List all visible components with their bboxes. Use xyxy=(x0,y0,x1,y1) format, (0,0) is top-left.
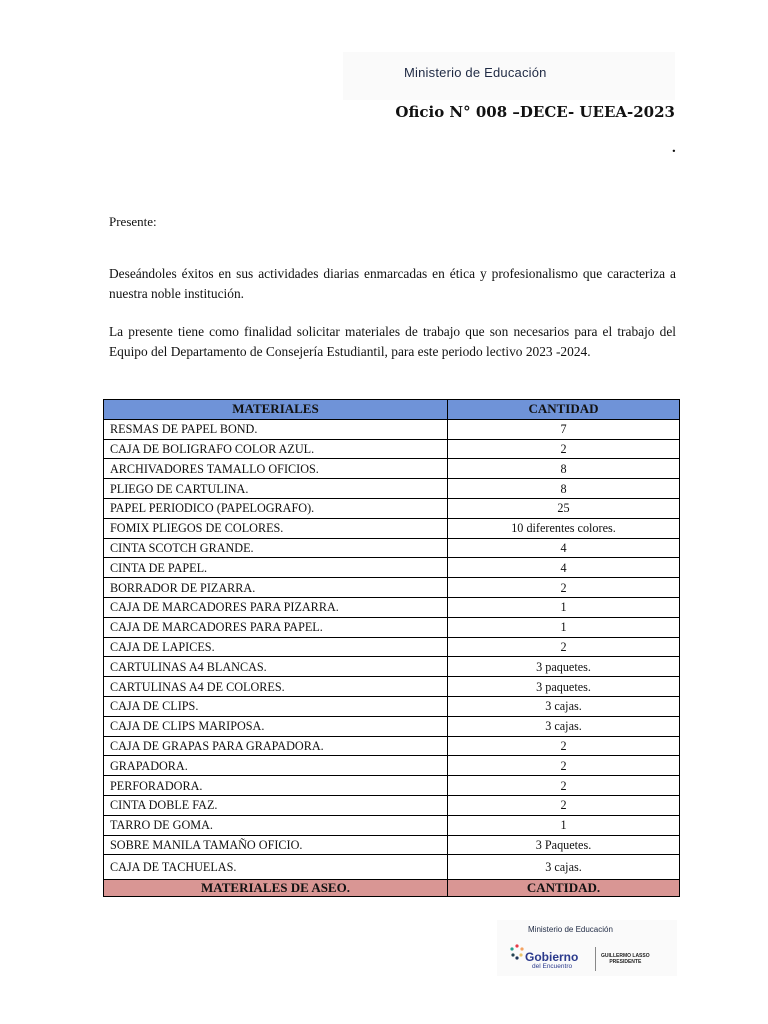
aseo-materials-header: MATERIALES DE ASEO. xyxy=(104,880,448,897)
material-quantity: 3 cajas. xyxy=(448,696,680,716)
material-item: BORRADOR DE PIZARRA. xyxy=(104,578,448,598)
presidente-label xyxy=(601,953,650,965)
material-quantity: 25 xyxy=(448,498,680,518)
table-row xyxy=(104,795,680,815)
table-row xyxy=(104,578,680,598)
greeting: Presente: xyxy=(109,214,157,229)
table-row xyxy=(104,756,680,776)
material-item: CAJA DE GRAPAS PARA GRAPADORA. xyxy=(104,736,448,756)
material-quantity: 2 xyxy=(448,439,680,459)
material-quantity: 8 xyxy=(448,459,680,479)
materials-table xyxy=(103,399,680,897)
table-row xyxy=(104,518,680,538)
material-item: CINTA DOBLE FAZ. xyxy=(104,795,448,815)
material-quantity: 10 diferentes colores. xyxy=(448,518,680,538)
material-item: FOMIX PLIEGOS DE COLORES. xyxy=(104,518,448,538)
material-item: GRAPADORA. xyxy=(104,756,448,776)
table-row xyxy=(104,538,680,558)
footer-logo xyxy=(497,920,677,976)
material-quantity: 1 xyxy=(448,597,680,617)
material-quantity: 4 xyxy=(448,538,680,558)
table-row xyxy=(104,459,680,479)
table-row xyxy=(104,439,680,459)
table-row xyxy=(104,736,680,756)
material-quantity: 2 xyxy=(448,756,680,776)
paragraph-purpose: La presente tiene como finalidad solicitar materiales de trabajo que son necesarios para el trabajo del Equipo del Departamento de Consejería Estudiantil, para este periodo lectivo 2023 -2024. xyxy=(109,324,676,359)
table-row xyxy=(104,419,680,439)
material-quantity: 4 xyxy=(448,558,680,578)
material-item: CAJA DE MARCADORES PARA PAPEL. xyxy=(104,617,448,637)
table-header-row xyxy=(104,400,680,420)
material-item: CAJA DE MARCADORES PARA PIZARRA. xyxy=(104,597,448,617)
paragraph-greeting: Deseándoles éxitos en sus actividades diarias enmarcadas en ética y profesionalismo que caracteriza a nuestra noble institución. xyxy=(109,266,676,301)
table-row xyxy=(104,637,680,657)
material-quantity: 3 paquetes. xyxy=(448,657,680,677)
table-row xyxy=(104,617,680,637)
material-quantity: 3 cajas. xyxy=(448,716,680,736)
table-row xyxy=(104,776,680,796)
table-row xyxy=(104,498,680,518)
table-row xyxy=(104,696,680,716)
material-item: PERFORADORA. xyxy=(104,776,448,796)
material-item: PAPEL PERIODICO (PAPELOGRAFO). xyxy=(104,498,448,518)
footer-ministerio-text: Ministerio de Educación xyxy=(528,925,613,934)
material-quantity: 2 xyxy=(448,736,680,756)
material-quantity: 2 xyxy=(448,795,680,815)
material-quantity: 3 Paquetes. xyxy=(448,835,680,855)
gobierno-text: Gobierno xyxy=(525,950,579,964)
header-materials: MATERIALES xyxy=(104,400,448,420)
table-row xyxy=(104,855,680,880)
material-quantity: 1 xyxy=(448,815,680,835)
material-item: CINTA DE PAPEL. xyxy=(104,558,448,578)
table-row xyxy=(104,597,680,617)
materials-body xyxy=(104,419,680,880)
material-quantity: 2 xyxy=(448,578,680,598)
material-item: CAJA DE LAPICES. xyxy=(104,637,448,657)
ministerio-logo xyxy=(343,52,675,100)
material-quantity: 1 xyxy=(448,617,680,637)
table-row xyxy=(104,479,680,499)
oficio-number: Oficio N° 008 –DECE- UEEA-2023 xyxy=(395,103,675,121)
gobierno-star-icon xyxy=(509,942,525,962)
material-quantity: 2 xyxy=(448,637,680,657)
aseo-quantity-header: CANTIDAD. xyxy=(448,880,680,897)
encuentro-text: del Encuentro xyxy=(532,963,573,970)
table-row xyxy=(104,835,680,855)
presidente-name: GUILLERMO LASSO xyxy=(601,953,650,959)
material-quantity: 2 xyxy=(448,776,680,796)
material-item: CARTULINAS A4 DE COLORES. xyxy=(104,677,448,697)
material-item: SOBRE MANILA TAMAÑO OFICIO. xyxy=(104,835,448,855)
material-item: ARCHIVADORES TAMALLO OFICIOS. xyxy=(104,459,448,479)
material-item: CARTULINAS A4 BLANCAS. xyxy=(104,657,448,677)
material-item: CAJA DE BOLIGRAFO COLOR AZUL. xyxy=(104,439,448,459)
table-row xyxy=(104,558,680,578)
material-item: CAJA DE CLIPS. xyxy=(104,696,448,716)
table-row xyxy=(104,677,680,697)
material-item: CINTA SCOTCH GRANDE. xyxy=(104,538,448,558)
table-row xyxy=(104,716,680,736)
material-item: CAJA DE TACHUELAS. xyxy=(104,855,448,880)
ministerio-logo-text: Ministerio de Educación xyxy=(404,65,547,80)
material-item: RESMAS DE PAPEL BOND. xyxy=(104,419,448,439)
aseo-header-row xyxy=(104,880,680,897)
presidente-title: PRESIDENTE xyxy=(609,959,642,965)
material-item: TARRO DE GOMA. xyxy=(104,815,448,835)
table-row xyxy=(104,815,680,835)
header-quantity: CANTIDAD xyxy=(448,400,680,420)
material-quantity: 3 cajas. xyxy=(448,855,680,880)
header-dot: . xyxy=(672,140,676,156)
material-item: PLIEGO DE CARTULINA. xyxy=(104,479,448,499)
footer-divider xyxy=(595,947,596,971)
table-row xyxy=(104,657,680,677)
material-quantity: 7 xyxy=(448,419,680,439)
material-quantity: 3 paquetes. xyxy=(448,677,680,697)
material-quantity: 8 xyxy=(448,479,680,499)
material-item: CAJA DE CLIPS MARIPOSA. xyxy=(104,716,448,736)
